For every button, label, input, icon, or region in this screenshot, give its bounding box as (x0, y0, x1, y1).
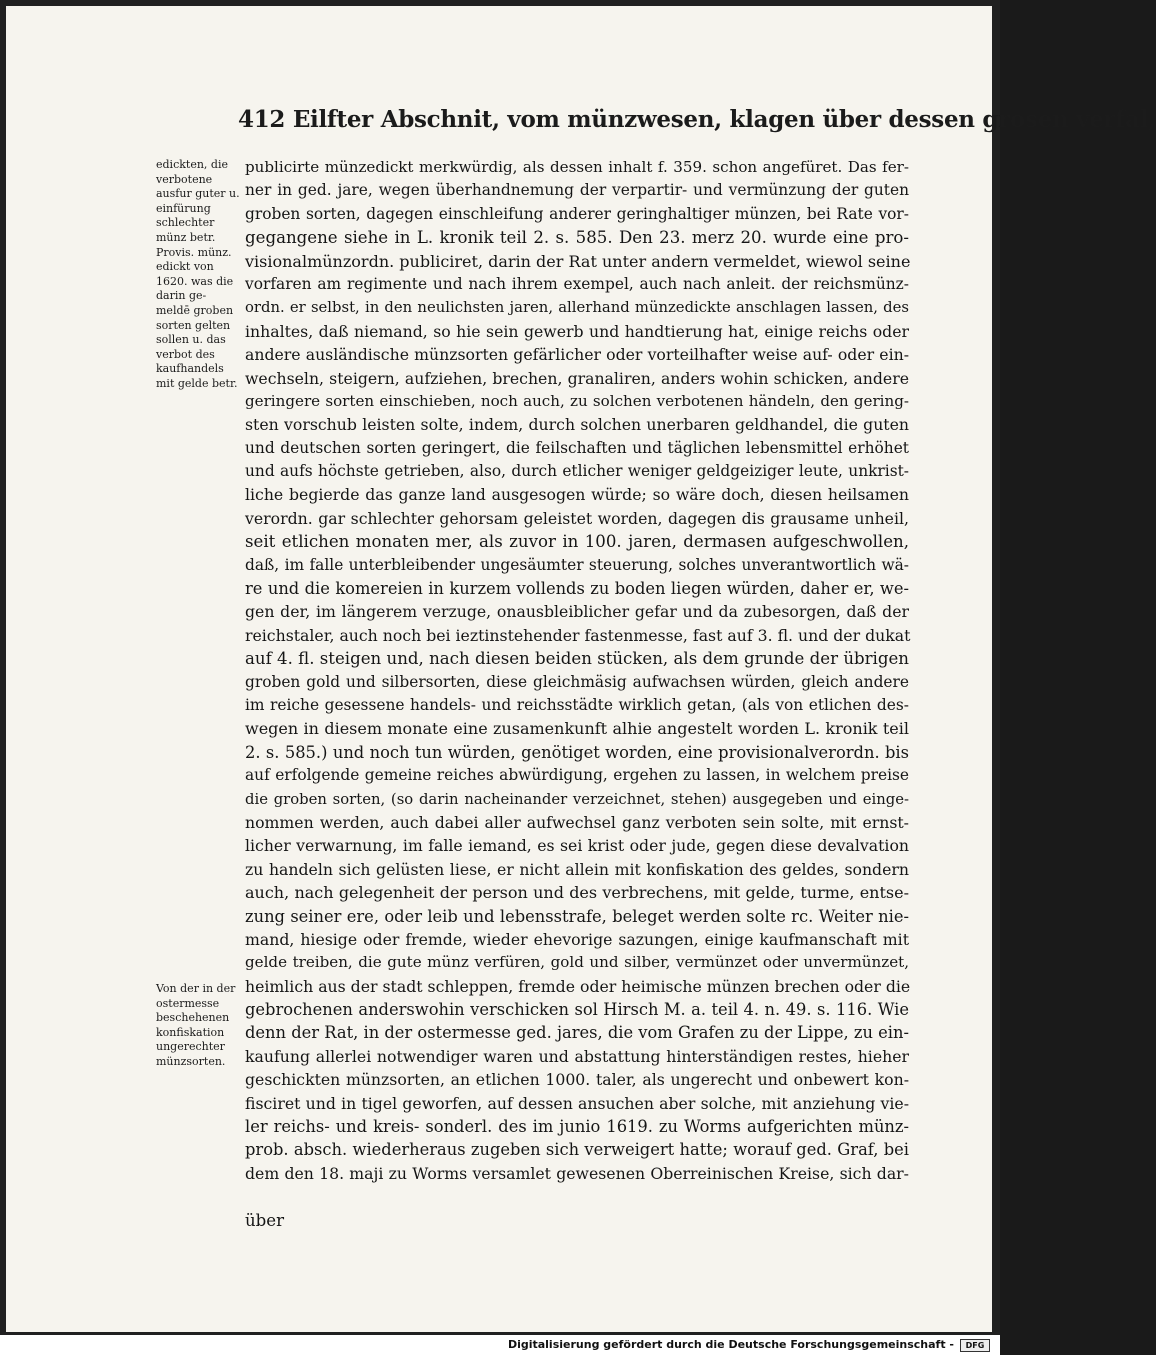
text-line: gen der, im längerem verzuge, onausbleiblicher gefar und da zubesorgen, daß der (245, 602, 909, 622)
text-line: denn der Rat, in der ostermesse ged. jares, die vom Grafen zu der Lippe, zu ein- (245, 1023, 909, 1043)
margin-note-2: Von der in der ostermesse beschehenen konfiskation ungerechter münzsorten. (156, 982, 236, 1068)
text-line: 2. s. 585.) und noch tun würden, genötiget worden, eine provisionalverordn. bis (245, 742, 909, 762)
text-line: zu handeln sich gelüsten liese, er nicht allein mit konfiskation des geldes, sondern (245, 859, 909, 879)
text-line: heimlich aus der stadt schleppen, fremde oder heimische münzen brechen oder die (245, 976, 911, 996)
text-line: fisciret und in tigel geworfen, auf dessen ansuchen aber solche, mit anziehung vie- (245, 1093, 909, 1113)
text-line: publicirte münzedickt merkwürdig, als dessen inhalt f. 359. schon angefüret. Das fer- (245, 158, 909, 176)
text-line: wechseln, steigern, aufziehen, brechen, granaliren, anders wohin schicken, andere (245, 368, 909, 388)
text-line: ner in ged. jare, wegen überhandnemung der verpartir- und vermünzung der guten (245, 181, 909, 200)
text-line: gelde treiben, die gute münz verfüren, gold und silber, vermünzet oder unvermünzet, (245, 953, 909, 972)
text-line: wegen in diesem monate eine zusamenkunft alhie angestelt worden L. kronik teil (245, 719, 909, 739)
text-line: liche begierde das ganze land ausgesogen würde; so wäre doch, diesen heilsamen (245, 485, 909, 505)
text-line: auf 4. fl. steigen und, nach diesen beiden stücken, als dem grunde der übrigen (245, 649, 909, 669)
text-line: die groben sorten, (so darin nacheinander verzeichnet, stehen) ausgegeben und einge- (245, 790, 909, 808)
text-line: und aufs höchste getrieben, also, durch etlicher weniger geldgeiziger leute, unkrist- (245, 462, 909, 481)
text-line: visionalmünzordn. publiciret, darin der Rat unter andern vermeldet, wiewol seine (245, 251, 911, 271)
text-line: dem den 18. maji zu Worms versamlet gewesenen Oberreinischen Kreise, sich dar- (245, 1163, 909, 1183)
text-line: mand, hiesige oder fremde, wieder ehevorige sazungen, einige kaufmanschaft mit (245, 929, 909, 949)
text-line: zung seiner ere, oder leib und lebensstrafe, beleget werden solte rc. Weiter nie- (245, 906, 909, 926)
text-line: groben gold und silbersorten, diese gleichmäsig aufwachsen würden, gleich andere (245, 672, 909, 691)
text-line: gegangene siehe in L. kronik teil 2. s. 585. Den 23. merz 20. wurde eine pro- (245, 228, 909, 248)
text-line: ler reichs- und kreis- sonderl. des im junio 1619. zu Worms aufgerichten münz- (245, 1117, 909, 1137)
text-line: prob. absch. wiederheraus zugeben sich verweigert hatte; worauf ged. Graf, bei (245, 1140, 909, 1160)
text-line: verordn. gar schlechter gehorsam geleistet worden, dagegen dis grausame unheil, (245, 508, 909, 528)
text-line: auf erfolgende gemeine reiches abwürdigung, ergehen zu lassen, in welchem preise (245, 766, 909, 785)
funding-notice: Digitalisierung gefördert durch die Deutsche Forschungsgemeinschaft - (507, 1338, 954, 1351)
dfg-logo: DFG (960, 1339, 990, 1352)
text-line: groben sorten, dagegen einschleifung anderer geringhaltiger münzen, bei Rate vor- (245, 204, 909, 223)
margin-note-1: edickten, die verbotene ausfur guter u. einfürung schlechter münz betr. Provis. münz. edickt von 1620. was die darin ge- meldē groben sorten gelten sollen u. das verbot des kaufhandels mit gelde betr. (156, 158, 240, 390)
text-line: daß, im falle unterbleibender ungesäumter steuerung, solches unverantwortlich wä- (245, 555, 909, 574)
text-line: seit etlichen monaten mer, als zuvor in 100. jaren, dermasen aufgeschwollen, (245, 532, 909, 552)
text-line: licher verwarnung, im falle iemand, es sei krist oder jude, gegen diese devalvation (245, 836, 909, 856)
text-line (245, 1185, 909, 1208)
running-header: 412 Eilfter Abschnit, vom münzwesen, klagen über dessen grosen verfal, (238, 106, 1156, 133)
text-line: vorfaren am regimente und nach ihrem exempel, auch nach anleit. der reichsmünz- (245, 274, 909, 293)
text-line: nommen werden, auch dabei aller aufwechsel ganz verboten sein solte, mit ernst- (245, 812, 909, 832)
text-line: inhaltes, daß niemand, so hie sein gewerb und handtierung hat, einige reichs oder (245, 321, 909, 341)
text-line: gebrochenen anderswohin verschicken sol Hirsch M. a. teil 4. n. 49. s. 116. Wie (245, 1000, 909, 1020)
text-line: kaufung allerlei notwendiger waren und abstattung hinterständigen restes, hieher (245, 1046, 909, 1066)
body-text (245, 156, 909, 1232)
text-line: geschickten münzsorten, an etlichen 1000. taler, als ungerecht und onbewert kon- (245, 1070, 909, 1090)
text-line: auch, nach gelegenheit der person und des verbrechens, mit gelde, turme, entse- (245, 883, 909, 903)
catchword: über (245, 1210, 285, 1230)
text-line: reichstaler, auch noch bei ieztinstehender fastenmesse, fast auf 3. fl. und der dukat (245, 625, 911, 645)
text-line: sten vorschub leisten solte, indem, durch solchen unerbaren geldhandel, die guten (245, 415, 909, 435)
text-line: re und die komereien in kurzem vollends zu boden liegen würden, daher er, we- (245, 579, 909, 599)
text-line: und deutschen sorten geringert, die feilschaften und täglichen lebensmittel erhöhet (245, 438, 909, 457)
footer-bar (0, 1335, 1000, 1355)
text-line: geringere sorten einschieben, noch auch, zu solchen verbotenen händeln, den gering- (245, 391, 909, 410)
text-line: im reiche gesessene handels- und reichsstädte wirklich getan, (als von etlichen des- (245, 695, 909, 714)
text-line: andere ausländische münzsorten gefärlicher oder vorteilhafter weise auf- oder ein- (245, 345, 909, 365)
text-line: ordn. er selbst, in den neulichsten jaren, allerhand münzedickte anschlagen lassen, des (245, 299, 909, 317)
